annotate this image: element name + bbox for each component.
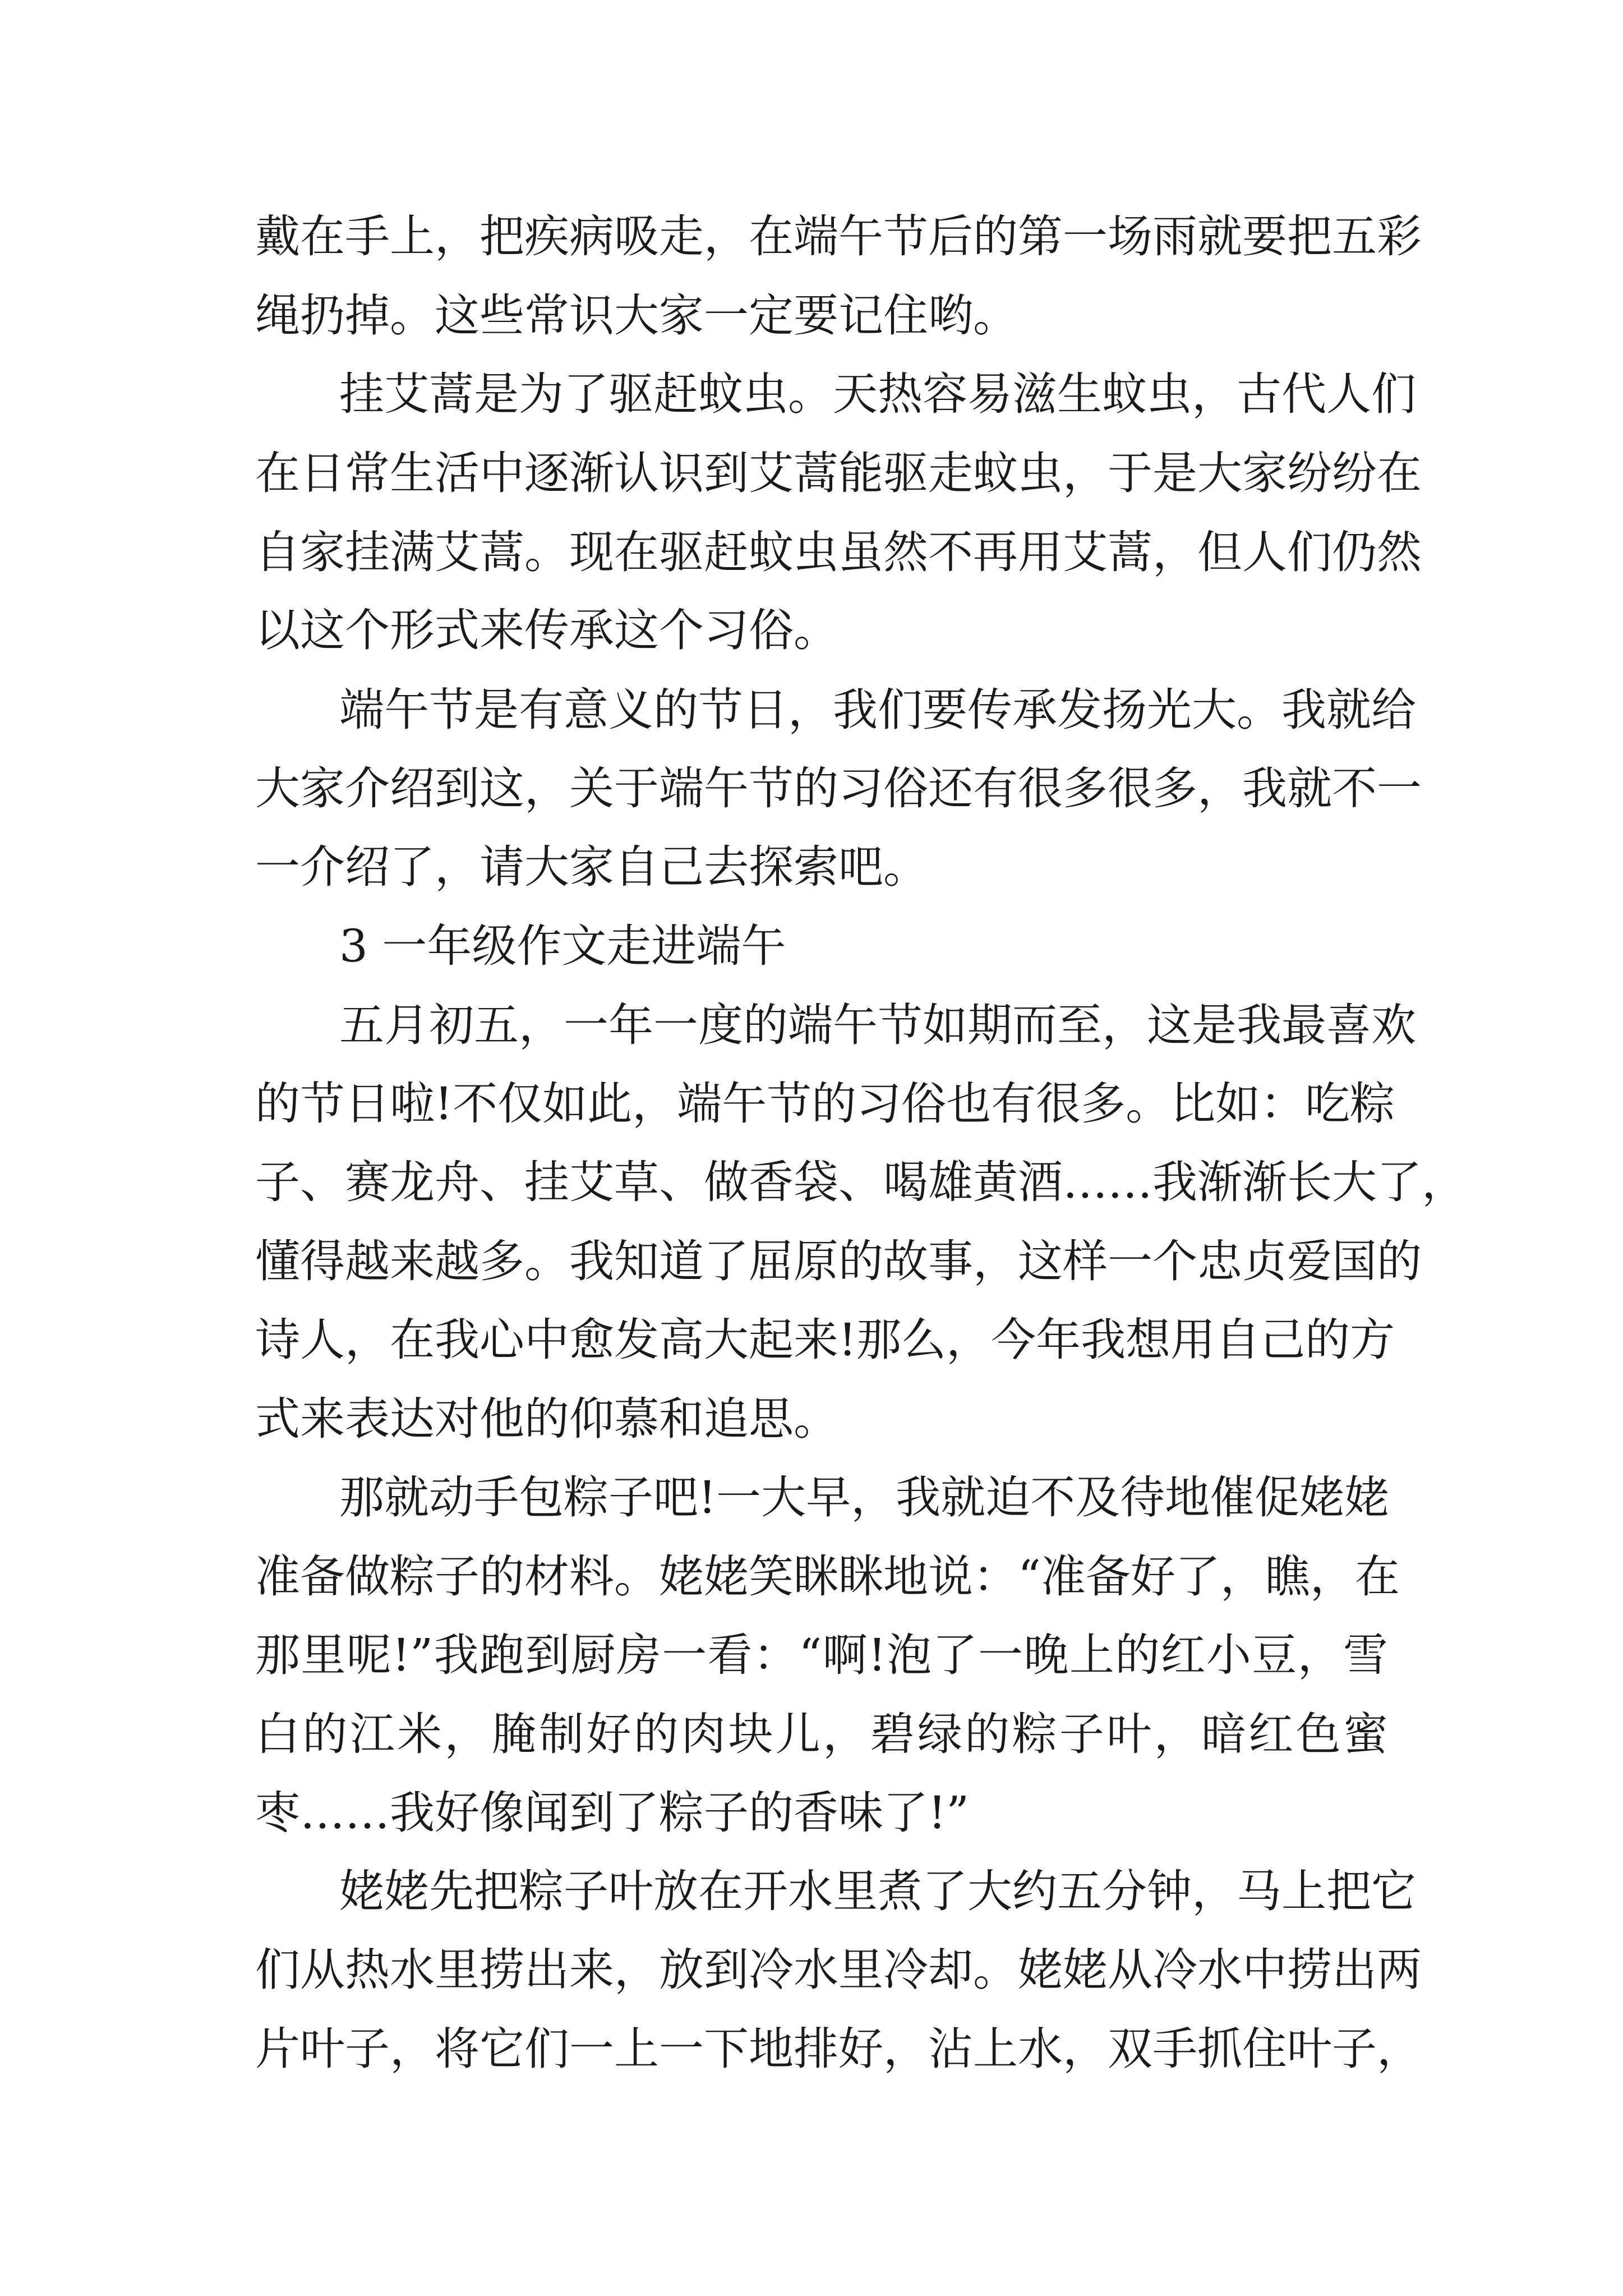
text-line: 戴在手上，把疾病吸走，在端午节后的第一场雨就要把五彩 — [255, 210, 1422, 263]
text-line: 绳扔掉。这些常识大家一定要记住哟。 — [255, 289, 1018, 342]
text-line: 一介绍了，请大家自己去探索吧。 — [255, 841, 928, 893]
text-line: 以这个形式来传承这个习俗。 — [255, 604, 838, 656]
text-line: 诗人，在我心中愈发高大起来!那么，今年我想用自己的方 — [255, 1314, 1395, 1366]
text-line: 式来表达对他的仰慕和追思。 — [255, 1393, 838, 1445]
text-line: 的节日啦!不仅如此，端午节的习俗也有很多。比如：吃粽 — [255, 1078, 1395, 1130]
paragraph-first-line: 姥姥先把粽子叶放在开水里煮了大约五分钟，马上把它 — [339, 1865, 1416, 1917]
text-line: 在日常生活中逐渐认识到艾蒿能驱走蚊虫，于是大家纷纷在 — [255, 447, 1422, 499]
paragraph-first-line: 那就动手包粽子吧!一大早，我就迫不及待地催促姥姥 — [339, 1471, 1390, 1524]
text-line: 那里呢!”我跑到厨房一看：“啊!泡了一晚上的红小豆，雪 — [255, 1629, 1388, 1681]
text-line: 片叶子，将它们一上一下地排好，沾上水，双手抓住叶子， — [255, 2023, 1422, 2075]
text-line: 枣……我好像闻到了粽子的香味了!” — [255, 1787, 970, 1839]
paragraph-first-line: 五月初五，一年一度的端午节如期而至，这是我最喜欢 — [339, 999, 1416, 1051]
text-line: 准备做粽子的材料。姥姥笑眯眯地说：“准备好了，瞧，在 — [255, 1550, 1400, 1603]
paragraph-first-line: 挂艾蒿是为了驱赶蚊虫。天热容易滋生蚊虫，古代人们 — [339, 368, 1416, 420]
text-line: 懂得越来越多。我知道了屈原的故事，这样一个忠贞爱国的 — [255, 1235, 1422, 1287]
text-line: 自家挂满艾蒿。现在驱赶蚊虫虽然不再用艾蒿，但人们仍然 — [255, 526, 1422, 578]
text-line: 们从热水里捞出来，放到冷水里冷却。姥姥从冷水中捞出两 — [255, 1944, 1422, 1996]
paragraph-first-line: 端午节是有意义的节日，我们要传承发扬光大。我就给 — [339, 684, 1416, 736]
text-line: 大家介绍到这，关于端午节的习俗还有很多很多，我就不一 — [255, 762, 1422, 815]
text-line: 白的江米，腌制好的肉块儿，碧绿的粽子叶，暗红色蜜 — [255, 1708, 1388, 1760]
section-heading: 3 一年级作文走进端午 — [339, 920, 786, 972]
text-line: 子、赛龙舟、挂艾草、做香袋、喝雄黄酒……我渐渐长大了， — [255, 1156, 1467, 1208]
